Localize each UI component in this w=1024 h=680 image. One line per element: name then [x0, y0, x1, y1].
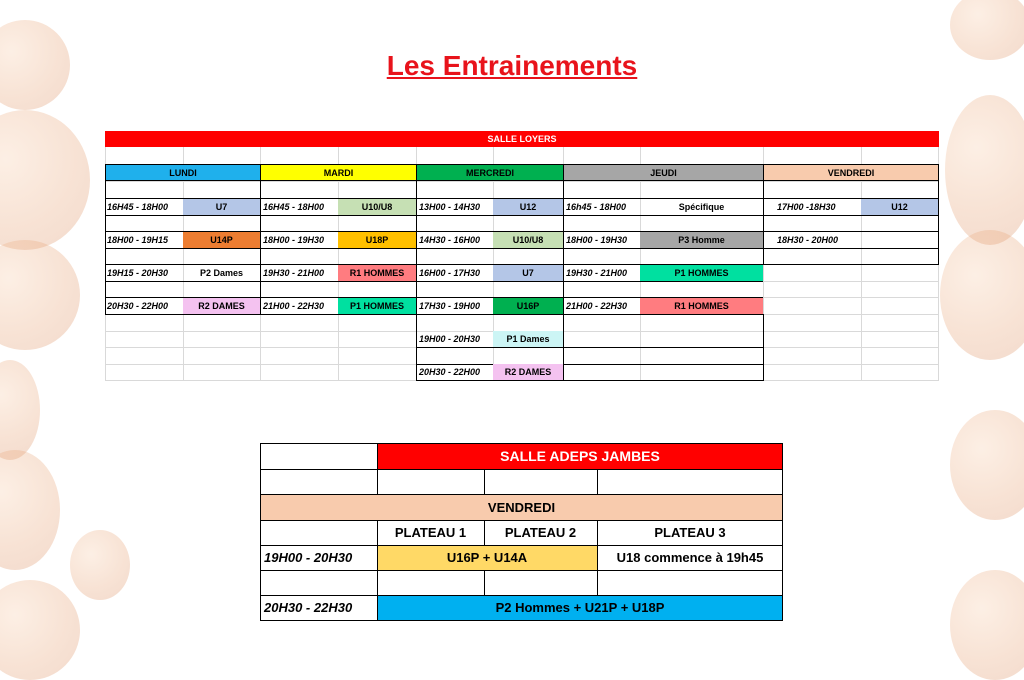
- mercredi-team-2: U10/U8: [493, 232, 563, 248]
- jeudi-team-4: R1 HOMMES: [640, 298, 763, 314]
- day-header-lundi: LUNDI: [105, 164, 261, 181]
- basketball-decoration: [0, 450, 60, 570]
- adeps-day-header: VENDREDI: [260, 494, 783, 520]
- salle-adeps-header: SALLE ADEPS JAMBES: [377, 443, 783, 469]
- jeudi-time-3: 19H30 - 21H00: [566, 268, 628, 278]
- basketball-decoration: [950, 570, 1024, 680]
- mercredi-team-1: U12: [493, 199, 563, 215]
- day-header-mercredi: MERCREDI: [416, 164, 564, 181]
- jeudi-team-1: Spécifique: [678, 202, 725, 212]
- jeudi-time-2: 18H00 - 19H30: [566, 235, 628, 245]
- basketball-decoration: [0, 360, 40, 460]
- mercredi-team-4: U16P: [493, 298, 563, 314]
- adeps-all-plateaux-session: P2 Hommes + U21P + U18P: [377, 595, 783, 620]
- plateau-2-header: PLATEAU 2: [504, 525, 577, 540]
- day-header-mardi: MARDI: [260, 164, 417, 181]
- day-header-vendredi: VENDREDI: [763, 164, 939, 181]
- page-title: Les Entrainements: [386, 50, 638, 81]
- mardi-team-2: U18P: [338, 232, 416, 248]
- jeudi-team-2: P3 Homme: [640, 232, 763, 248]
- jeudi-team-3: P1 HOMMES: [640, 265, 763, 281]
- lundi-time-1: 16H45 - 18H00: [107, 202, 169, 212]
- mardi-time-3: 19H30 - 21H00: [263, 268, 325, 278]
- mercredi-time-2: 14H30 - 16H00: [419, 235, 481, 245]
- basketball-decoration: [0, 110, 90, 250]
- mardi-team-3: R1 HOMMES: [338, 265, 416, 281]
- salle-loyers-header: SALLE LOYERS: [105, 131, 939, 147]
- lundi-time-3: 19H15 - 20H30: [107, 268, 169, 278]
- mercredi-time-3: 16H00 - 17H30: [419, 268, 481, 278]
- adeps-plateau-1-2-session: U16P + U14A: [377, 545, 597, 570]
- mardi-team-4: P1 HOMMES: [338, 298, 416, 314]
- mercredi-team-3: U7: [493, 265, 563, 281]
- mercredi-team-6: R2 DAMES: [493, 364, 563, 380]
- salle-loyers-schedule: [105, 131, 939, 381]
- adeps-plateau-3-session: U18 commence à 19h45: [616, 550, 764, 565]
- adeps-time-2: 20H30 - 22H30: [264, 600, 353, 615]
- vendredi-time-2: 18H30 - 20H00: [777, 235, 839, 245]
- plateau-3-header: PLATEAU 3: [654, 525, 726, 540]
- lundi-team-2: U14P: [183, 232, 260, 248]
- basketball-decoration: [0, 580, 80, 680]
- mardi-time-1: 16H45 - 18H00: [263, 202, 325, 212]
- basketball-decoration: [940, 230, 1024, 360]
- mardi-time-4: 21H00 - 22H30: [263, 301, 325, 311]
- lundi-time-2: 18H00 - 19H15: [107, 235, 169, 245]
- salle-adeps-schedule: [260, 443, 783, 621]
- lundi-team-4: R2 DAMES: [183, 298, 260, 314]
- basketball-decoration: [0, 240, 80, 350]
- mardi-time-2: 18H00 - 19H30: [263, 235, 325, 245]
- lundi-team-1: U7: [183, 199, 260, 215]
- jeudi-time-1: 16h45 - 18H00: [566, 202, 627, 212]
- basketball-decoration: [950, 410, 1024, 520]
- mercredi-time-1: 13H00 - 14H30: [419, 202, 481, 212]
- lundi-time-4: 20H30 - 22H00: [107, 301, 169, 311]
- mercredi-time-4: 17H30 - 19H00: [419, 301, 481, 311]
- mercredi-time-5: 19H00 - 20H30: [419, 334, 481, 344]
- mercredi-team-5: P1 Dames: [493, 331, 563, 347]
- lundi-team-3: P2 Dames: [199, 268, 244, 278]
- vendredi-team-1: U12: [861, 199, 938, 215]
- basketball-decoration: [70, 530, 130, 600]
- jeudi-time-4: 21H00 - 22H30: [566, 301, 628, 311]
- mercredi-time-6: 20H30 - 22H00: [419, 367, 481, 377]
- adeps-time-1: 19H00 - 20H30: [264, 550, 353, 565]
- day-header-jeudi: JEUDI: [563, 164, 764, 181]
- vendredi-time-1: 17H00 -18H30: [777, 202, 836, 212]
- plateau-1-header: PLATEAU 1: [394, 525, 467, 540]
- basketball-decoration: [945, 95, 1024, 245]
- mardi-team-1: U10/U8: [338, 199, 416, 215]
